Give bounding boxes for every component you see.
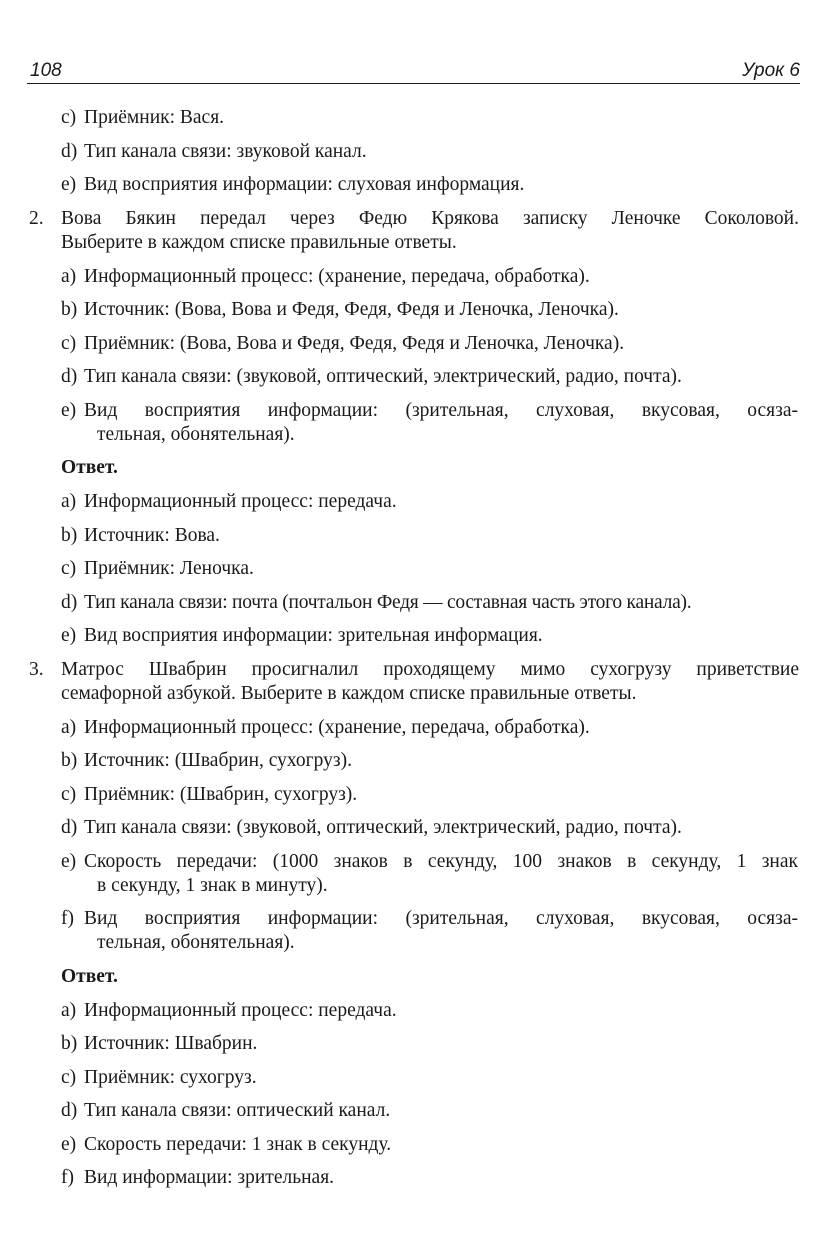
option-item — [27, 850, 801, 898]
item-text: Приёмник: сухогруз. — [84, 1066, 257, 1088]
task-3 — [27, 658, 801, 706]
item-label: e) — [61, 850, 77, 872]
task-text-line: Выберите в каждом списке правильные ответы. — [61, 231, 457, 253]
answer-item — [27, 624, 801, 648]
item-text: Тип канала связи: оптический канал. — [84, 1100, 391, 1121]
item-text: Тип канала связи: звуковой канал. — [84, 140, 367, 162]
answer-item — [27, 557, 801, 581]
task-2 — [27, 207, 801, 255]
option-item — [27, 816, 801, 840]
option-item — [27, 399, 801, 447]
item-label: a) — [61, 491, 77, 512]
item-text-line: тельная, обонятельная). — [97, 423, 295, 445]
option-item — [27, 365, 801, 389]
item-text: Источник: Швабрин. — [84, 1033, 258, 1054]
page-content — [27, 106, 801, 1200]
item-label: c) — [61, 1066, 77, 1088]
list-item — [27, 106, 801, 130]
task-text-line: Вова Бякин передал через Федю Крякова записку Леночке Соколовой. — [61, 207, 799, 229]
task-text-line: семафорной азбукой. Выберите в каждом списке правильные ответы. — [61, 682, 637, 704]
option-item — [27, 332, 801, 356]
answer-heading: Ответ. — [61, 457, 118, 478]
item-label: b) — [61, 299, 78, 320]
item-text: Тип канала связи: почта (почтальон Федя — составная часть этого канала). — [84, 591, 692, 613]
item-text: Вид восприятия информации: слуховая информация. — [84, 174, 525, 195]
item-text-line: Скорость передачи: (1000 знаков в секунду, 100 знаков в секунду, 1 знак — [84, 850, 798, 872]
list-item — [27, 173, 801, 197]
item-label: a) — [61, 716, 77, 738]
option-item — [27, 298, 801, 322]
item-label: c) — [61, 332, 77, 354]
item-text-line: Вид восприятия информации: (зрительная, слуховая, вкусовая, осяза- — [84, 908, 798, 929]
option-item — [27, 265, 801, 289]
item-text: Информационный процесс: (хранение, передача, обработка). — [84, 265, 590, 287]
option-item — [27, 716, 801, 740]
item-text: Приёмник: (Швабрин, сухогруз). — [84, 783, 358, 805]
option-item — [27, 749, 801, 773]
page-number: 108 — [30, 60, 62, 81]
list-item — [27, 140, 801, 164]
item-label: c) — [61, 783, 77, 805]
item-label: b) — [61, 524, 78, 546]
task-text-line: Матрос Швабрин просигналил проходящему мимо сухогрузу приветствие — [61, 658, 799, 680]
item-text: Источник: (Швабрин, сухогруз). — [84, 750, 352, 771]
answer-item — [27, 1133, 801, 1157]
item-text: Приёмник: (Вова, Вова и Федя, Федя, Федя и Леночка, Леночка). — [84, 332, 625, 354]
item-text: Информационный процесс: (хранение, передача, обработка). — [84, 716, 590, 738]
answer-item — [27, 490, 801, 514]
item-text-line: тельная, обонятельная). — [97, 932, 295, 953]
item-text-line: Вид восприятия информации: (зрительная, слуховая, вкусовая, осяза- — [84, 399, 798, 421]
item-text: Тип канала связи: (звуковой, оптический, электрический, радио, почта). — [84, 817, 682, 838]
answer-item — [27, 1032, 801, 1056]
item-label: f) — [61, 1167, 74, 1188]
item-text: Приёмник: Леночка. — [84, 558, 254, 579]
item-label: b) — [61, 1033, 78, 1054]
answer-item — [27, 1166, 801, 1190]
lesson-title: Урок 6 — [742, 60, 800, 81]
item-label: c) — [61, 107, 77, 128]
item-text: Приёмник: Вася. — [84, 107, 225, 128]
item-text: Источник: Вова. — [84, 524, 220, 546]
item-text-line: в секунду, 1 знак в минуту). — [97, 874, 328, 896]
item-label: d) — [61, 366, 78, 387]
item-text: Вид восприятия информации: зрительная информация. — [84, 625, 543, 646]
item-label: c) — [61, 558, 77, 579]
item-label: d) — [61, 817, 78, 838]
item-label: d) — [61, 140, 78, 162]
item-text: Тип канала связи: (звуковой, оптический, электрический, радио, почта). — [84, 366, 682, 387]
item-label: a) — [61, 265, 77, 287]
item-text: Информационный процесс: передача. — [84, 491, 397, 512]
item-text: Вид информации: зрительная. — [84, 1167, 335, 1188]
item-label: a) — [61, 999, 77, 1021]
item-label: e) — [61, 399, 77, 421]
item-label: e) — [61, 625, 77, 646]
item-label: b) — [61, 750, 78, 771]
task-number: 2. — [29, 207, 44, 229]
answer-item — [27, 591, 801, 615]
item-label: d) — [61, 591, 78, 613]
option-item — [27, 907, 801, 955]
item-label: e) — [61, 174, 77, 195]
item-text: Информационный процесс: передача. — [84, 999, 397, 1021]
answer-item — [27, 1066, 801, 1090]
item-text: Источник: (Вова, Вова и Федя, Федя, Федя и Леночка, Леночка). — [84, 299, 619, 320]
page-header — [27, 56, 800, 84]
item-text: Скорость передачи: 1 знак в секунду. — [84, 1133, 392, 1155]
item-label: d) — [61, 1100, 78, 1121]
item-label: f) — [61, 908, 74, 929]
option-item — [27, 783, 801, 807]
answer-item — [27, 999, 801, 1023]
answer-item — [27, 524, 801, 548]
item-label: e) — [61, 1133, 77, 1155]
task-number: 3. — [29, 658, 44, 680]
answer-item — [27, 1099, 801, 1123]
answer-heading: Ответ. — [61, 965, 118, 987]
